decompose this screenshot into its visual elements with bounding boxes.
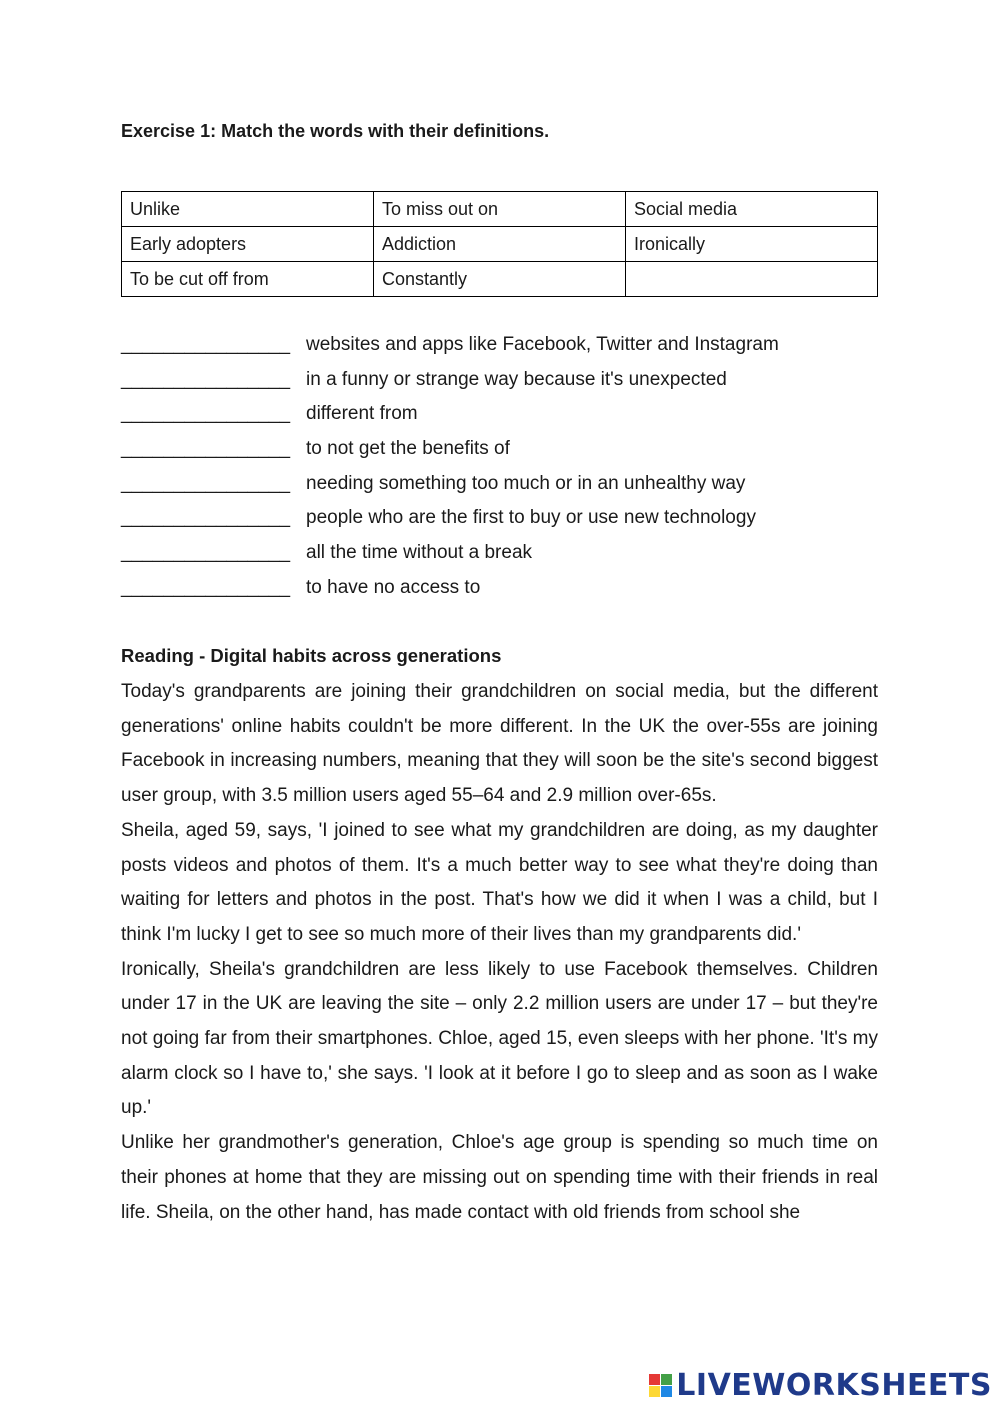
definition-item: [121, 467, 779, 502]
logo-square: [649, 1386, 660, 1397]
answer-blank[interactable]: ________________: [121, 542, 291, 564]
definition-item: [121, 397, 779, 432]
definition-text: to have no access to: [306, 576, 481, 598]
table-cell: Ironically: [626, 227, 878, 262]
definition-item: [121, 363, 779, 398]
logo-square: [661, 1386, 672, 1397]
answer-blank[interactable]: ________________: [121, 438, 291, 460]
definition-text: websites and apps like Facebook, Twitter and Instagram: [306, 334, 779, 355]
table-row: [122, 192, 878, 227]
answer-blank[interactable]: ________________: [121, 334, 291, 355]
reading-paragraph: Ironically, Sheila's grandchildren are less likely to use Facebook themselves. Children under 17 in the UK are leaving the site – only 2.2 million users are under 17 – but they're not going far from their smartphones. Chloe, aged 15, even sleeps with her phone. 'It's my alarm clock so I have to,' she says. 'I look at it before I go to sleep and as soon as I wake up.': [121, 958, 878, 1119]
definition-text: needing something too much or in an unhealthy way: [306, 472, 746, 494]
definition-text: in a funny or strange way because it's unexpected: [306, 368, 727, 390]
logo-square: [649, 1374, 660, 1385]
table-row: [122, 262, 878, 297]
brand-icon: [649, 1374, 672, 1397]
liveworksheets-logo: [649, 1368, 992, 1403]
table-cell: Addiction: [374, 227, 626, 262]
answer-blank[interactable]: ________________: [121, 576, 291, 598]
answer-blank[interactable]: ________________: [121, 368, 291, 390]
definition-item: [121, 328, 779, 363]
reading-paragraph: Unlike her grandmother's generation, Chloe's age group is spending so much time on their phones at home that they are missing out on spending time with their friends in real life. Sheila, on the other hand, has made contact with old friends from school she: [121, 1132, 878, 1223]
logo-square: [661, 1374, 672, 1385]
answer-blank[interactable]: ________________: [121, 403, 291, 425]
reading-body: [121, 675, 878, 1230]
definition-item: [121, 571, 779, 606]
definition-item: [121, 432, 779, 467]
answer-blank[interactable]: ________________: [121, 507, 291, 529]
table-cell: Early adopters: [122, 227, 374, 262]
table-cell: Unlike: [122, 192, 374, 227]
table-cell: To miss out on: [374, 192, 626, 227]
definition-text: people who are the first to buy or use new technology: [306, 507, 756, 529]
brand-text: LIVEWORKSHEETS: [676, 1368, 992, 1403]
table-cell: Constantly: [374, 262, 626, 297]
table-cell: To be cut off from: [122, 262, 374, 297]
reading-paragraph: Today's grandparents are joining their grandchildren on social media, but the different generations' online habits couldn't be more different. In the UK the over-55s are joining Facebook in increasing numbers, meaning that they will soon be the site's second biggest user group, with 3.5 million users aged 55–64 and 2.9 million over-65s.: [121, 681, 878, 807]
definition-text: different from: [306, 403, 418, 425]
definition-item: [121, 536, 779, 571]
definition-list: [121, 328, 779, 606]
table-cell: Social media: [626, 192, 878, 227]
definition-text: to not get the benefits of: [306, 438, 510, 460]
reading-paragraph: Sheila, aged 59, says, 'I joined to see what my grandchildren are doing, as my daughter posts videos and photos of them. It's a much better way to see what they're doing than waiting for letters and photos in the post. That's how we did it when I was a child, but I think I'm lucky I get to see so much more of their lives than my grandparents did.': [121, 819, 878, 945]
answer-blank[interactable]: ________________: [121, 472, 291, 494]
exercise-title: Exercise 1: Match the words with their definitions.: [121, 121, 550, 141]
definition-item: [121, 501, 779, 536]
table-cell: [626, 262, 878, 297]
table-row: [122, 227, 878, 262]
reading-title: Reading - Digital habits across generations: [121, 645, 502, 666]
definition-text: all the time without a break: [306, 542, 533, 564]
word-table: [121, 191, 878, 297]
